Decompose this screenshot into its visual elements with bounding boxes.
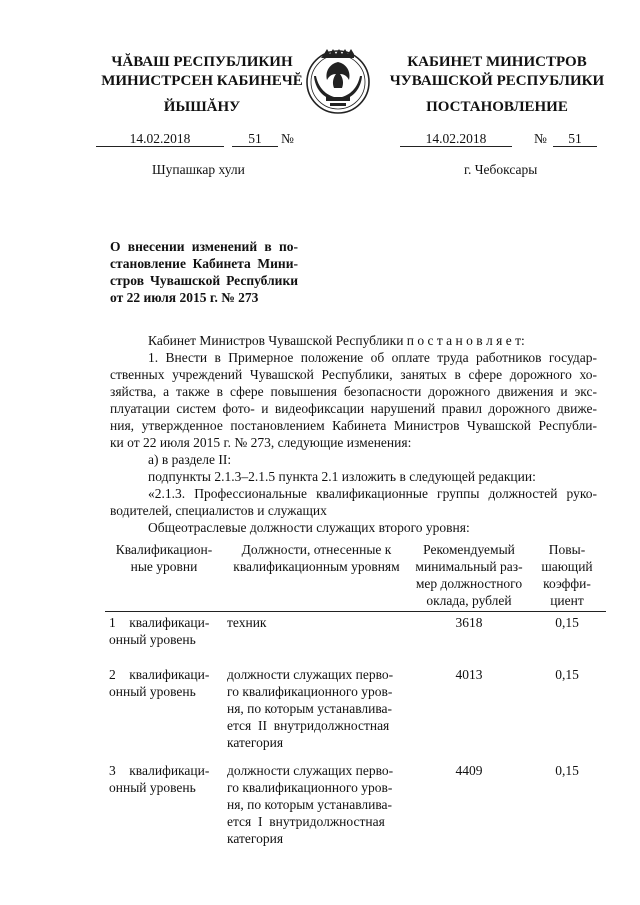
place-right: г. Чебоксары [464,162,538,177]
qualification-level-cell: 2 квалификаци- онный уровень [109,666,210,699]
table-row [105,612,606,664]
body-line: зяйства, а также в сфере повышения безопасности дорожного движения и экс- [110,384,597,399]
item-a: а) в разделе II: [148,452,232,467]
column-header: Рекомендуемый минимальный раз- мер должностного оклада, рублей [410,541,528,612]
positions-cell: должности служащих перво- го квалификационного уров- ня, по которым устанавлива- ется II внутридолжностная категория [227,666,394,750]
subject-line: от 22 июля 2015 г. № 273 [110,290,259,305]
positions-cell: техник [227,615,267,630]
column-header: Должности, отнесенные к квалификационным уровням [223,541,410,612]
header-left-line: ЧĂВАШ РЕСПУБЛИКИН [111,54,293,70]
positions-cell: должности служащих перво- го квалификационного уров- ня, по которым устанавлива- ется I внутридолжностная категория [227,762,394,846]
header-right-line: КАБИНЕТ МИНИСТРОВ [407,54,587,70]
coefficient-cell: 0,15 [555,762,579,778]
header-right-title [384,53,610,91]
salary-cell: 4013 [455,666,483,682]
left-number-sign: № [281,131,294,146]
subject-line: О внесении изменений в по- [110,239,298,254]
body-line: ки от 22 июля 2015 г. № 273, следующие изменения: [110,435,412,450]
body-line: ния, утвержденное постановлением Кабинета Министров Чувашской Республи- [110,418,597,433]
left-number: 51 [232,131,278,147]
table-row [105,664,606,760]
right-number-sign: № [534,131,547,146]
table-row [105,760,606,847]
salary-cell: 4409 [455,762,483,778]
header-left-line: МИНИСТРСЕН КАБИНЕЧĔ [101,73,303,89]
subject-line: становление Кабинета Мини- [110,256,298,271]
intro-paragraph: Кабинет Министров Чувашской Республики п о с т а н о в л я е т: [148,333,525,348]
body-line: 1. Внести в Примерное положение об оплате труда работников государ- [148,350,597,365]
qualification-level-cell: 1 квалификаци- онный уровень [109,615,210,647]
body-line: плуатации систем фото- и видеофиксации нарушений правил дорожного движе- [110,401,597,416]
salary-table [105,541,606,847]
header-left-doc-type: ЙЫШĂНУ [163,99,241,115]
document-subject [110,238,298,306]
header-left-title [98,53,306,91]
left-date: 14.02.2018 [96,131,224,147]
group-heading: Общеотраслевые должности служащих второго уровня: [148,520,470,535]
qualification-level-cell: 3 квалификаци- онный уровень [109,762,210,795]
right-number: 51 [553,131,597,147]
header-right-line: ЧУВАШСКОЙ РЕСПУБЛИКИ [389,73,605,89]
document-body [110,330,597,535]
subject-line: стров Чувашской Республики [110,273,298,288]
emblem-icon [302,44,374,116]
header-right-doc-type: ПОСТАНОВЛЕНИЕ [426,99,568,115]
table-header-row [105,541,606,612]
column-header: Квалификацион- ные уровни [105,541,223,612]
coefficient-cell: 0,15 [555,615,579,630]
right-date: 14.02.2018 [400,131,512,147]
salary-cell: 3618 [455,615,483,630]
column-header: Повы- шающий коэффи- циент [528,541,606,612]
quote-line: водителей, специалистов и служащих [110,503,327,518]
coefficient-cell: 0,15 [555,666,579,682]
place-left: Шупашкар хули [152,162,245,177]
subitems-line: подпункты 2.1.3–2.1.5 пункта 2.1 изложить в следующей редакции: [148,469,536,484]
quote-line: «2.1.3. Профессиональные квалификационные группы должностей руко- [148,486,597,501]
body-line: ственных учреждений Чувашской Республики, занятых в сфере дорожного хо- [110,367,597,382]
